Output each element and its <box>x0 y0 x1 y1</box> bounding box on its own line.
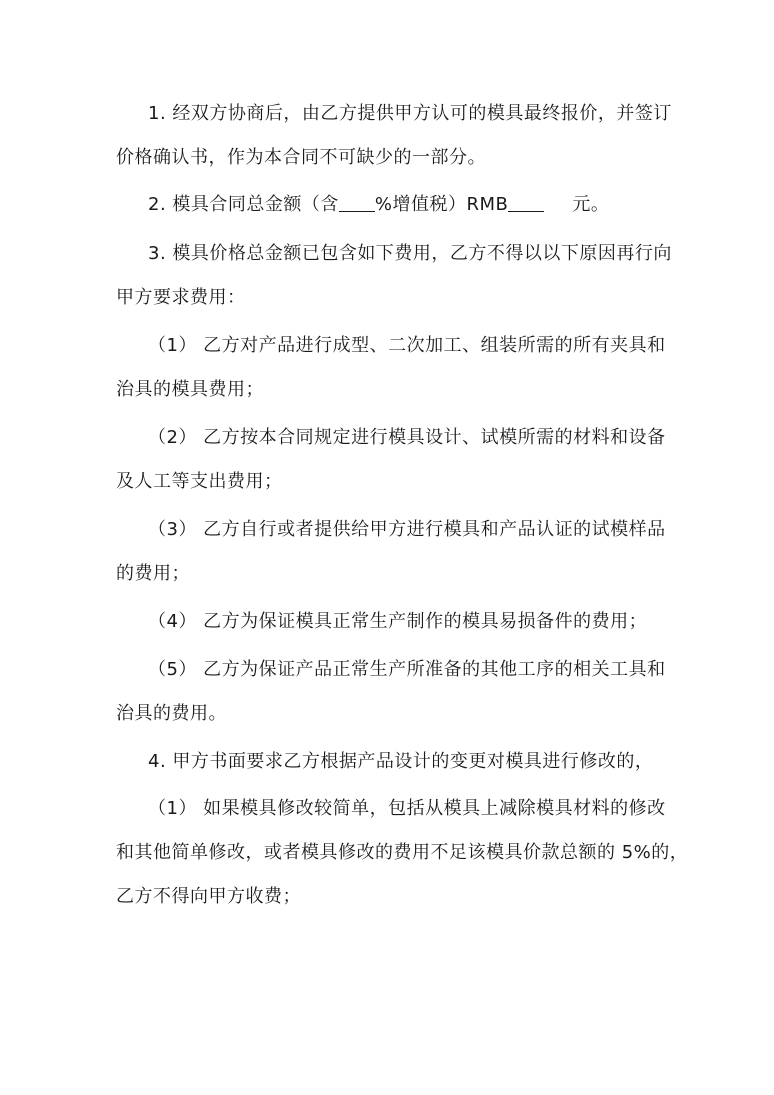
clause-2-suffix: 元。 <box>572 194 610 215</box>
item-2-line-2: 及人工等支出费用； <box>116 471 283 492</box>
clause-2-mid: %增值税）RMB <box>374 194 509 215</box>
item-2-line-1: （2） 乙方按本合同规定进行模具设计、试模所需的材料和设备 <box>148 427 666 448</box>
item-3-line-1: （3） 乙方自行或者提供给甲方进行模具和产品认证的试模样品 <box>148 519 666 540</box>
item-5-line-2: 治具的费用。 <box>116 703 227 724</box>
amount-blank <box>508 193 544 212</box>
item-1-line-2: 治具的模具费用； <box>116 379 264 400</box>
clause-3-line-2: 甲方要求费用： <box>116 287 246 308</box>
item-1-line-1: （1） 乙方对产品进行成型、二次加工、组装所需的所有夹具和 <box>148 335 666 356</box>
sub-item-1-line-3: 乙方不得向甲方收费； <box>116 886 301 907</box>
clause-2-prefix: 2. 模具合同总金额（含 <box>148 194 339 215</box>
clause-4-line-1: 4. 甲方书面要求乙方根据产品设计的变更对模具进行修改的， <box>148 751 654 772</box>
clause-2 <box>148 193 609 217</box>
clause-3-line-1: 3. 模具价格总金额已包含如下费用，乙方不得以以下原因再行向 <box>148 243 672 264</box>
item-5-line-1: （5） 乙方为保证产品正常生产所准备的其他工序的相关工具和 <box>148 659 666 680</box>
item-4-line-1: （4） 乙方为保证模具正常生产制作的模具易损备件的费用； <box>148 611 648 632</box>
sub-item-1-line-1: （1） 如果模具修改较简单，包括从模具上减除模具材料的修改 <box>148 798 666 819</box>
item-3-line-2: 的费用； <box>116 563 190 584</box>
sub-item-1-line-2: 和其他简单修改，或者模具修改的费用不足该模具价款总额的 5%的， <box>116 842 689 863</box>
vat-rate-blank <box>339 193 375 212</box>
clause-1-line-2: 价格确认书，作为本合同不可缺少的一部分。 <box>116 147 486 168</box>
clause-1-line-1: 1. 经双方协商后，由乙方提供甲方认可的模具最终报价，并签订 <box>148 103 672 124</box>
